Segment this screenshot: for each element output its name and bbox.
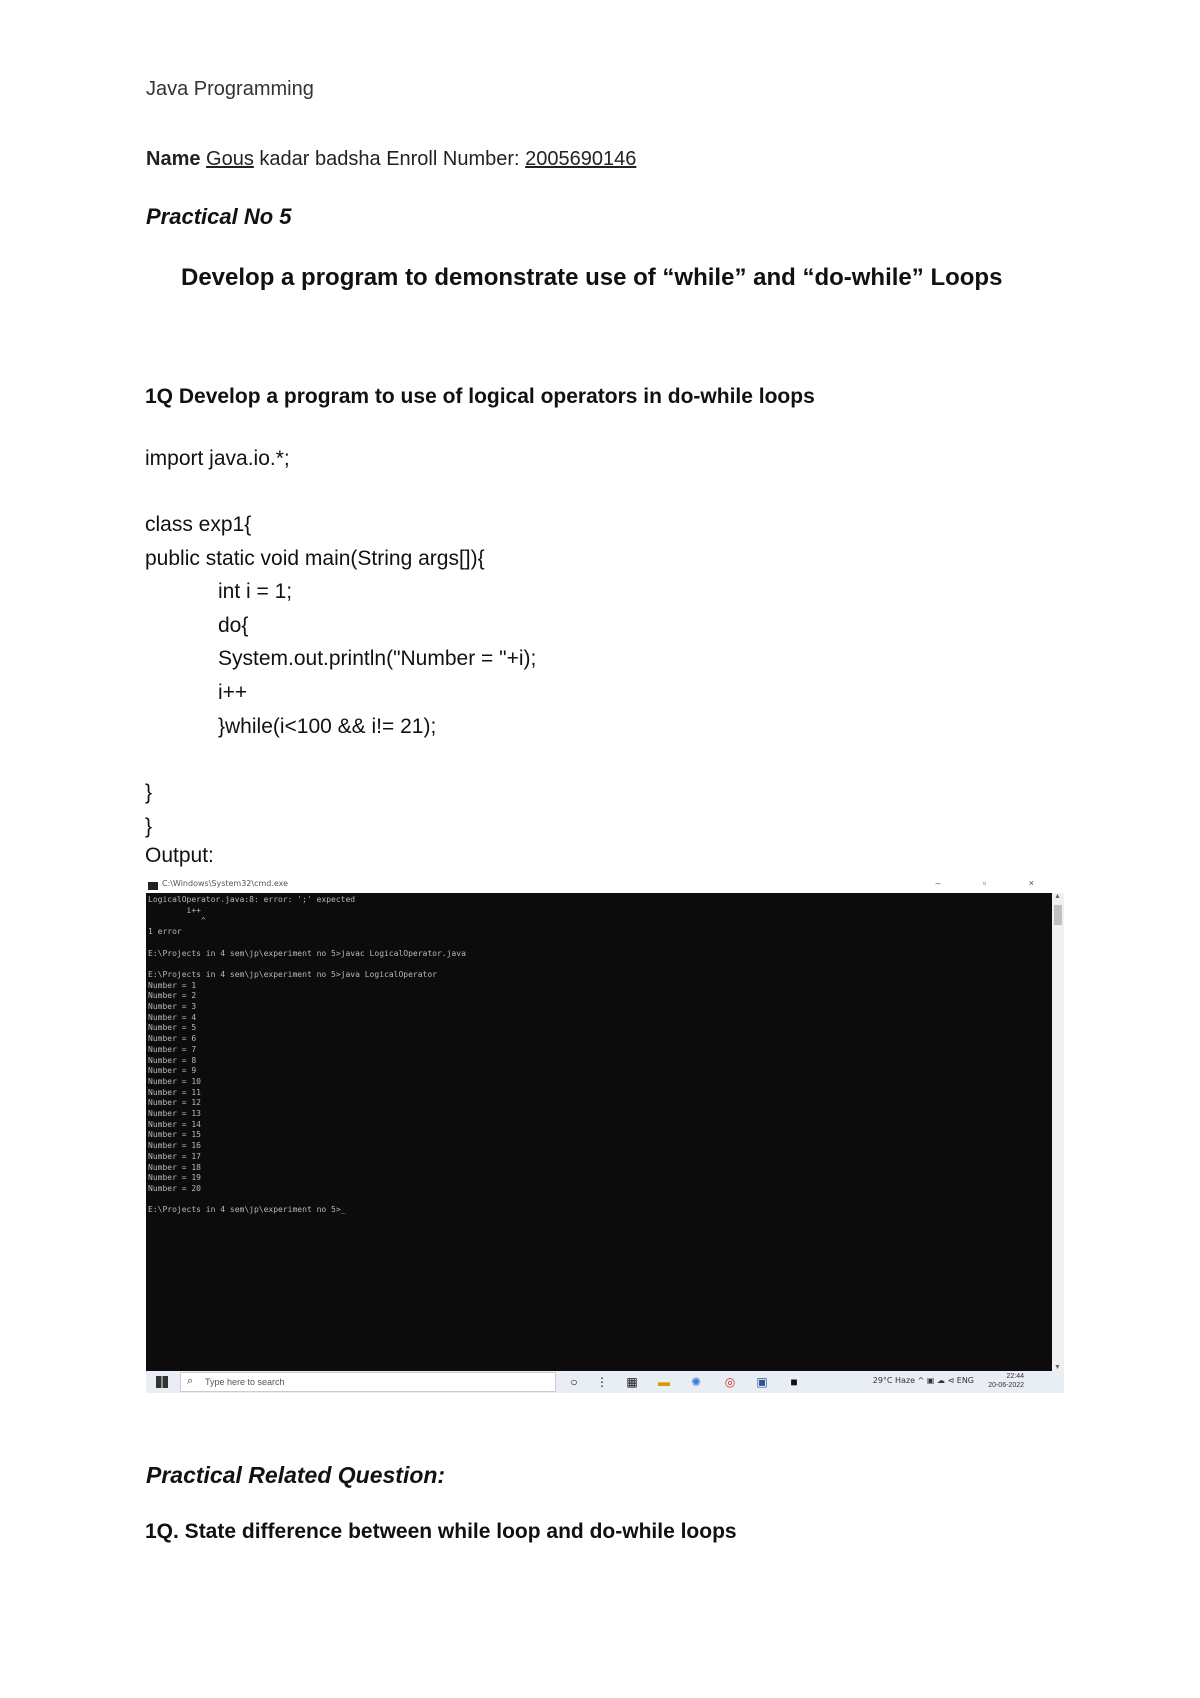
code-print-text: System.out.println("Number = "+i); (218, 647, 537, 671)
practical-title: Develop a program to demonstrate use of “while” and “do-while” Loops (181, 264, 1003, 291)
search-placeholder: Type here to search (205, 1377, 285, 1387)
search-icon: ⌕ (187, 1375, 194, 1387)
output-label: Output: (145, 844, 214, 867)
code-line-inc (145, 676, 536, 710)
code-inc-text: i++ (218, 680, 248, 704)
code-block (145, 508, 536, 743)
practical-number: Practical No 5 (146, 204, 292, 229)
code-line-int (145, 575, 536, 609)
code-line-print (145, 642, 536, 676)
name-label: Name (146, 148, 201, 170)
word-icon[interactable]: ▣ (756, 1375, 768, 1389)
related-question-heading: Practical Related Question: (146, 1462, 446, 1488)
cmd-icon (148, 882, 158, 890)
code-import: import java.io.*; (145, 447, 290, 470)
windows-start-icon[interactable] (156, 1376, 168, 1388)
student-info-line (146, 148, 636, 171)
code-while-text: }while(i<100 && i!= 21); (218, 714, 437, 738)
opera-icon[interactable]: ◎ (724, 1375, 736, 1389)
enroll-label: Enroll Number: (386, 148, 520, 170)
app-icon[interactable]: ▦ (626, 1375, 638, 1389)
taskbar-clock[interactable] (988, 1372, 1024, 1390)
student-rest-name: kadar badsha (259, 148, 381, 170)
file-explorer-icon[interactable]: ▬ (658, 1375, 670, 1389)
student-first-name: Gous (206, 148, 254, 170)
code-class-line: class exp1{ (145, 513, 252, 536)
question-1-heading: 1Q Develop a program to use of logical operators in do-while loops (145, 385, 815, 408)
code-do-text: do{ (218, 613, 249, 637)
enroll-number: 2005690146 (525, 148, 637, 170)
code-line-do (145, 609, 536, 643)
task-view-icon[interactable]: ⋮ (596, 1375, 608, 1389)
cmd-taskbar-icon[interactable]: ■ (790, 1375, 798, 1389)
code-close-2: } (145, 814, 153, 838)
code-int-text: int i = 1; (218, 580, 293, 604)
window-title: C:\Windows\System32\cmd.exe (162, 879, 289, 888)
window-control-buttons[interactable]: – ▫ × (935, 878, 1054, 888)
taskbar (146, 1371, 1064, 1393)
system-tray[interactable]: 29°C Haze ^ ▣ ☁ ⊲ ENG (872, 1376, 974, 1385)
question-2-heading: 1Q. State difference between while loop and do-while loops (145, 1520, 737, 1543)
window-titlebar (146, 879, 1064, 894)
scroll-up-icon[interactable]: ▲ (1054, 893, 1061, 900)
document-header: Java Programming (146, 78, 314, 100)
code-closing (145, 776, 152, 843)
browser-icon[interactable]: ✺ (690, 1375, 702, 1389)
taskbar-search-box[interactable] (180, 1372, 556, 1392)
scroll-thumb[interactable] (1054, 905, 1062, 925)
console-screenshot (146, 879, 1064, 1393)
code-line-while (145, 710, 536, 744)
console-output: LogicalOperator.java:8: error: ';' expected i++ ^ 1 error E:\Projects in 4 sem\jp\experiment no 5>javac LogicalOperator.java E:\Projects in 4 sem\jp\experiment no 5>java LogicalOperator Number = 1 Number = 2 Number = 3 Number = 4 Number = 5 Number = 6 Number = 7 Number = 8 Number = 9 Number = 10 Number = 11 Number = 12 Number = 13 Number = 14 Number = 15 Number = 16 Number = 17 Number = 18 Number = 19 Number = 20 E:\Projects in 4 sem\jp\experiment no 5>_ (146, 893, 1052, 1371)
code-close-1: } (145, 781, 153, 804)
clock-time: 22:44 (1006, 1373, 1024, 1380)
code-main-line: public static void main(String args[]){ (145, 546, 485, 570)
clock-date: 20-06-2022 (988, 1382, 1024, 1389)
cortana-icon[interactable]: ○ (570, 1375, 578, 1389)
scroll-down-icon[interactable]: ▼ (1054, 1364, 1061, 1371)
console-scrollbar[interactable] (1052, 893, 1064, 1371)
